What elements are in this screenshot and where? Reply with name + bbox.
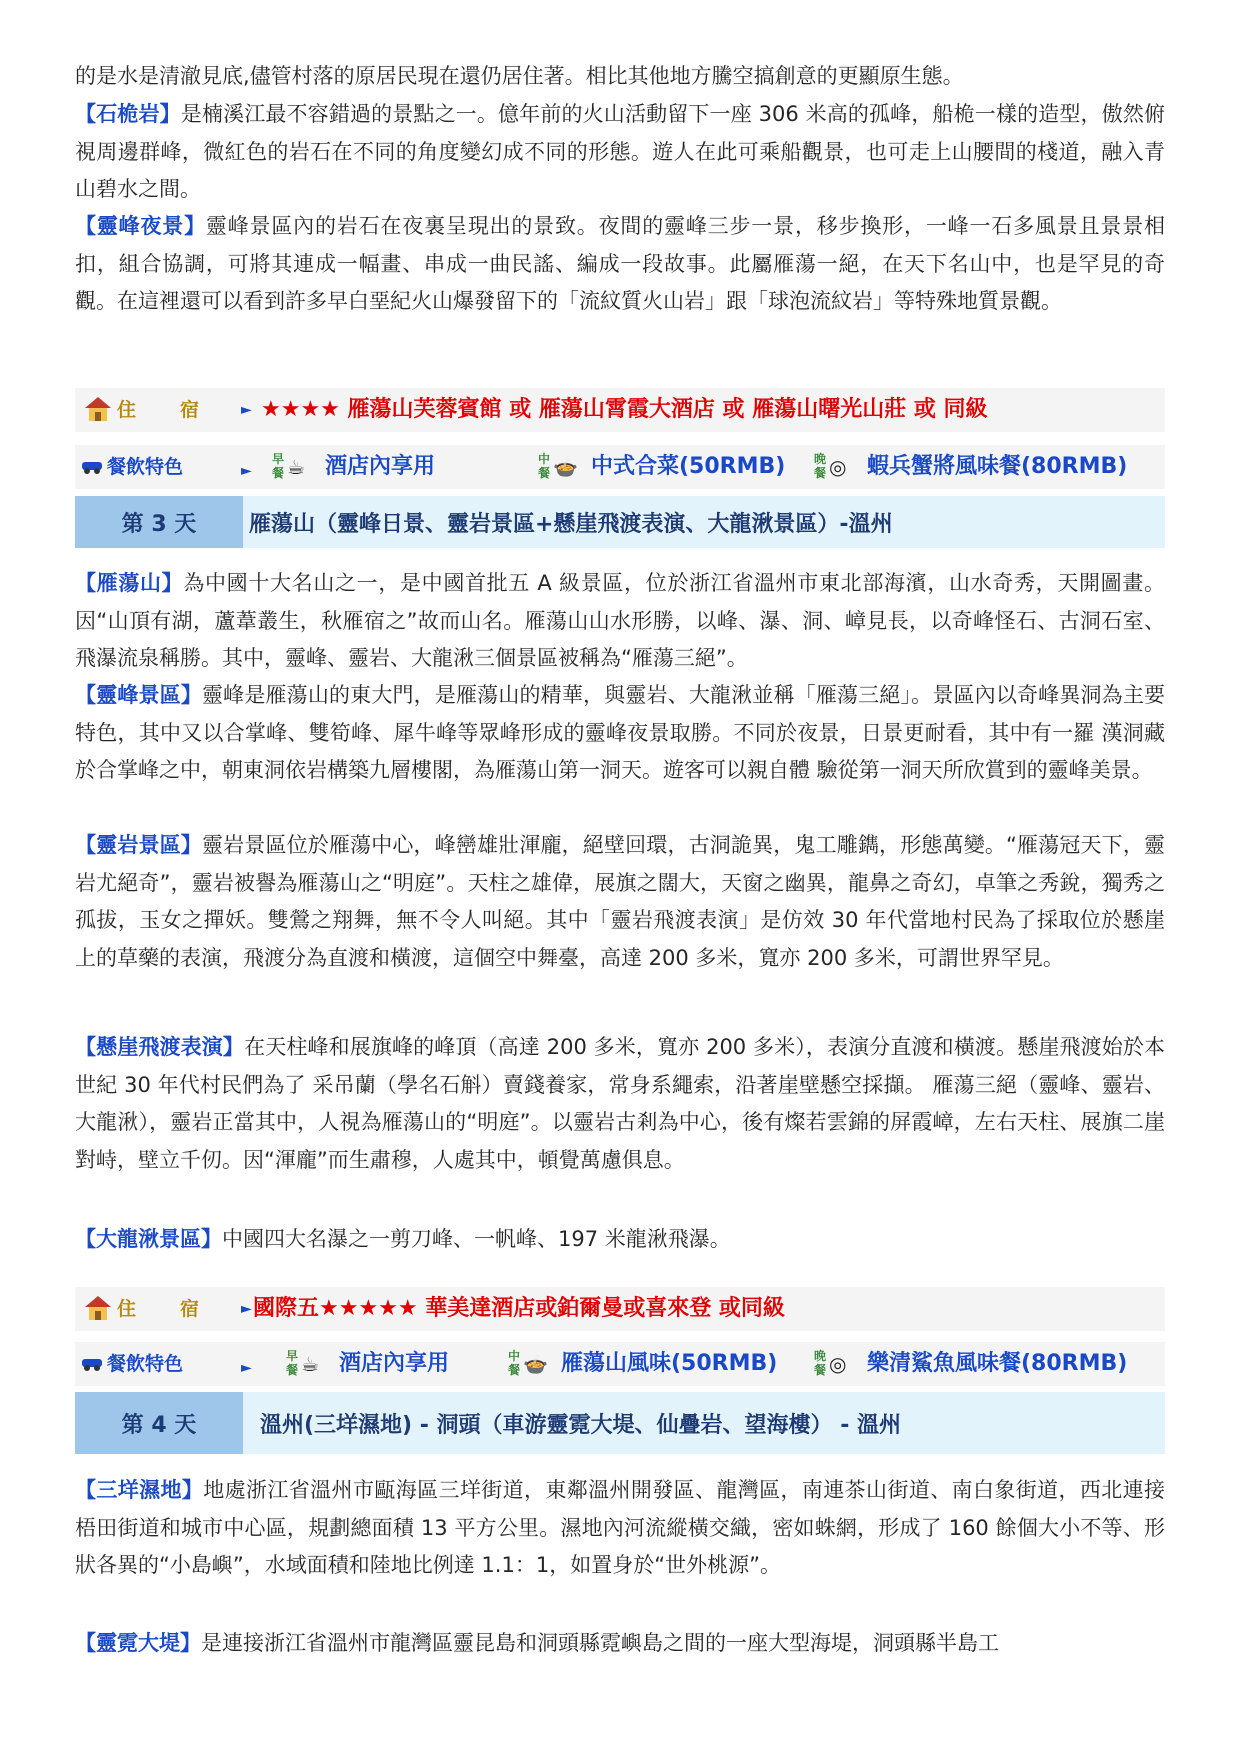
house-icon [83, 394, 113, 424]
dinner-text: 蝦兵蟹將風味餐(80RMB) [867, 454, 1128, 479]
arrow-icon: ► [241, 1360, 252, 1376]
lingyan-text: 靈岩景區位於雁蕩中心，峰巒雄壯渾龐，絕壁回環，古洞詭異，鬼工雕鐫，形態萬變。“雁蕩冠天下，靈岩尤絕奇”，靈岩被譽為雁蕩山之“明庭”。天柱之雄偉，展旗之闊大，天窗之幽異，龍鼻之奇幻，卓筆之秀銳，獨秀之孤拔，玉女之撣妖。雙鶯之翔舞，無不令人叫絕。其中「靈岩飛渡表演」是仿效 30 年代當地村民為了採取位於懸崖上的草藥的表演，飛渡分為直渡和橫渡，這個空中舞臺，高達 200 多米，寬亦 200 多米，可謂世界罕見。 [75, 833, 1165, 970]
yandang-paragraph [75, 565, 1165, 678]
intro-paragraph: 的是水是清澈見底,儘管村落的原居民現在還仍居住著。相比其他地方騰空搞創意的更顯原生態。 [75, 64, 964, 88]
meal-row-1 [75, 445, 1165, 489]
lingni-text: 是連接浙江省溫州市龍灣區靈昆島和洞頭縣霓嶼島之間的一座大型海堤，洞頭縣半島工 [201, 1631, 999, 1655]
day-3-title: 雁蕩山（靈峰日景、靈岩景區+懸崖飛渡表演、大龍湫景區）-溫州 [249, 511, 893, 537]
lingfeng-keyword: 【靈峰景區】 [75, 683, 202, 707]
accommodation-label: 住 宿 [117, 399, 202, 421]
breakfast-tag: 早餐 [285, 1349, 298, 1377]
lingfeng-text: 靈峰是雁蕩山的東大門，是雁蕩山的精華，與靈岩、大龍湫並稱「雁蕩三絕」。景區內以奇峰異洞為主要特色，其中又以合掌峰、雙筍峰、犀牛峰等眾峰形成的靈峰夜景取勝。不同於夜景，日景更耐看，其中有一羅 漢洞藏於合掌峰之中，朝東洞依岩構築九層樓閣，為雁蕩山第一洞天。遊客可以親自體 驗從第一洞天所欣賞到的靈峰美景。 [75, 683, 1165, 782]
dalongqiu-text: 中國四大名瀑之一剪刀峰、一帆峰、197 米龍湫飛瀑。 [222, 1227, 731, 1251]
day-3-header [75, 496, 1165, 548]
sanyang-text: 地處浙江省溫州市甌海區三垟街道，東鄰溫州開發區、龍灣區，南連茶山街道、南白象街道，西北連接梧田街道和城市中心區，規劃總面積 13 平方公里。濕地內河流縱橫交織，密如蛛網，形成了 160 餘個大小不等、形狀各異的“小島嶼”，水域面積和陸地比例達 1.1：1，如置身於“世外桃源”。 [75, 1478, 1165, 1577]
lingfeng-night-text: 靈峰景區內的岩石在夜裏呈現出的景致。夜間的靈峰三步一景，移步換形，一峰一石多風景且景景相扣，組合協調，可將其連成一幅畫、串成一曲民謠、編成一段故事。此屬雁蕩一絕，在天下名山中，也是罕見的奇觀。在這裡還可以看到許多早白堊紀火山爆發留下的「流紋質火山岩」跟「球泡流紋岩」等特殊地質景觀。 [75, 214, 1166, 313]
breakfast-tag: 早餐 [271, 452, 284, 480]
lingni-keyword: 【靈霓大堤】 [75, 1631, 201, 1655]
sanyang-paragraph [75, 1472, 1165, 1585]
xuanya-text: 在天柱峰和展旗峰的峰頂（高達 200 多米，寬亦 200 多米），表演分直渡和橫渡。懸崖飛渡始於本世紀 30 年代村民們為了 采吊蘭（學名石斛）賣錢養家，常身系繩索，沿著崖壁懸空採擷。 雁蕩三絕（靈峰、靈岩、大龍湫），靈岩正當其中，人視為雁蕩山的“明庭”。以靈岩古剎為中心，後有燦若雲錦的屏霞嶂，左右天柱、展旗二崖對峙，壁立千仞。因“渾龐”而生肅穆，人處其中，頓覺萬慮俱息。 [75, 1035, 1165, 1172]
arrow-icon: ► [241, 402, 252, 418]
plate-icon: ◎ [829, 1352, 847, 1376]
shiwei-keyword: 【石桅岩】 [75, 102, 181, 126]
xuanya-keyword: 【懸崖飛渡表演】 [75, 1035, 245, 1059]
accommodation-row-2 [75, 1287, 1165, 1331]
lunch-tag: 中餐 [507, 1349, 520, 1377]
accommodation-row-1 [75, 388, 1165, 432]
lingyan-keyword: 【靈岩景區】 [75, 833, 202, 857]
lingfeng-night-keyword: 【靈峰夜景】 [75, 214, 206, 238]
arrow-icon: ► [241, 463, 252, 479]
breakfast-text: 酒店內享用 [325, 454, 436, 479]
lingni-paragraph [75, 1625, 1165, 1663]
car-icon [81, 1354, 103, 1372]
dinner-text: 樂清鯊魚風味餐(80RMB) [867, 1351, 1128, 1376]
accommodation-text: 國際五★★★★★ 華美達酒店或鉑爾曼或喜來登 或同級 [253, 1296, 785, 1321]
dish-icon: 🍲 [553, 455, 578, 479]
house-icon [83, 1293, 113, 1323]
day-4-header [75, 1392, 1165, 1454]
dish-icon: 🍲 [523, 1352, 548, 1376]
dinner-tag: 晚餐 [813, 1349, 826, 1377]
xuanya-paragraph [75, 1029, 1165, 1179]
shiwei-paragraph [75, 96, 1165, 209]
meal-label: 餐飲特色 [107, 456, 184, 478]
lunch-text: 中式合菜(50RMB) [591, 454, 786, 479]
arrow-icon: ► [241, 1301, 252, 1317]
lunch-text: 雁蕩山風味(50RMB) [561, 1351, 778, 1376]
lingfeng-paragraph [75, 677, 1165, 790]
day-4-label: 第 4 天 [75, 1392, 243, 1454]
meal-label: 餐飲特色 [107, 1353, 184, 1375]
meal-row-2 [75, 1342, 1165, 1386]
yandang-keyword: 【雁蕩山】 [75, 571, 184, 595]
day-3-label: 第 3 天 [75, 496, 243, 548]
dinner-tag: 晚餐 [813, 452, 826, 480]
dalongqiu-paragraph [75, 1221, 1165, 1259]
lingyan-paragraph [75, 827, 1165, 977]
breakfast-text: 酒店內享用 [339, 1351, 450, 1376]
plate-icon: ◎ [829, 455, 847, 479]
lunch-tag: 中餐 [537, 452, 550, 480]
lingfeng-night-paragraph [75, 208, 1165, 321]
car-icon [81, 457, 103, 475]
accommodation-text: ★★★★ 雁蕩山芙蓉賓館 或 雁蕩山霄霞大酒店 或 雁蕩山曙光山莊 或 同級 [261, 397, 988, 422]
cup-icon: ☕ [287, 455, 305, 479]
yandang-text: 為中國十大名山之一，是中國首批五 A 級景區，位於浙江省溫州市東北部海濱，山水奇秀，天開圖畫。因“山頂有湖，蘆葦叢生，秋雁宿之”故而山名。雁蕩山山水形勝，以峰、瀑、洞、嶂見長，以奇峰怪石、古洞石室、飛瀑流泉稱勝。其中，靈峰、靈岩、大龍湫三個景區被稱為“雁蕩三絕”。 [75, 571, 1165, 670]
accommodation-label: 住 宿 [117, 1298, 202, 1320]
sanyang-keyword: 【三垟濕地】 [75, 1478, 204, 1502]
cup-icon: ☕ [301, 1352, 319, 1376]
dalongqiu-keyword: 【大龍湫景區】 [75, 1227, 222, 1251]
day-4-title: 溫州(三垟濕地) - 洞頭（車游靈霓大堤、仙疊岩、望海樓） - 溫州 [260, 1412, 902, 1438]
shiwei-text: 是楠溪江最不容錯過的景點之一。億年前的火山活動留下一座 306 米高的孤峰，船桅一樣的造型，傲然俯視周邊群峰，微紅色的岩石在不同的角度變幻成不同的形態。遊人在此可乘船觀景，也可走上山腰間的棧道，融入青山碧水之間。 [75, 102, 1166, 201]
